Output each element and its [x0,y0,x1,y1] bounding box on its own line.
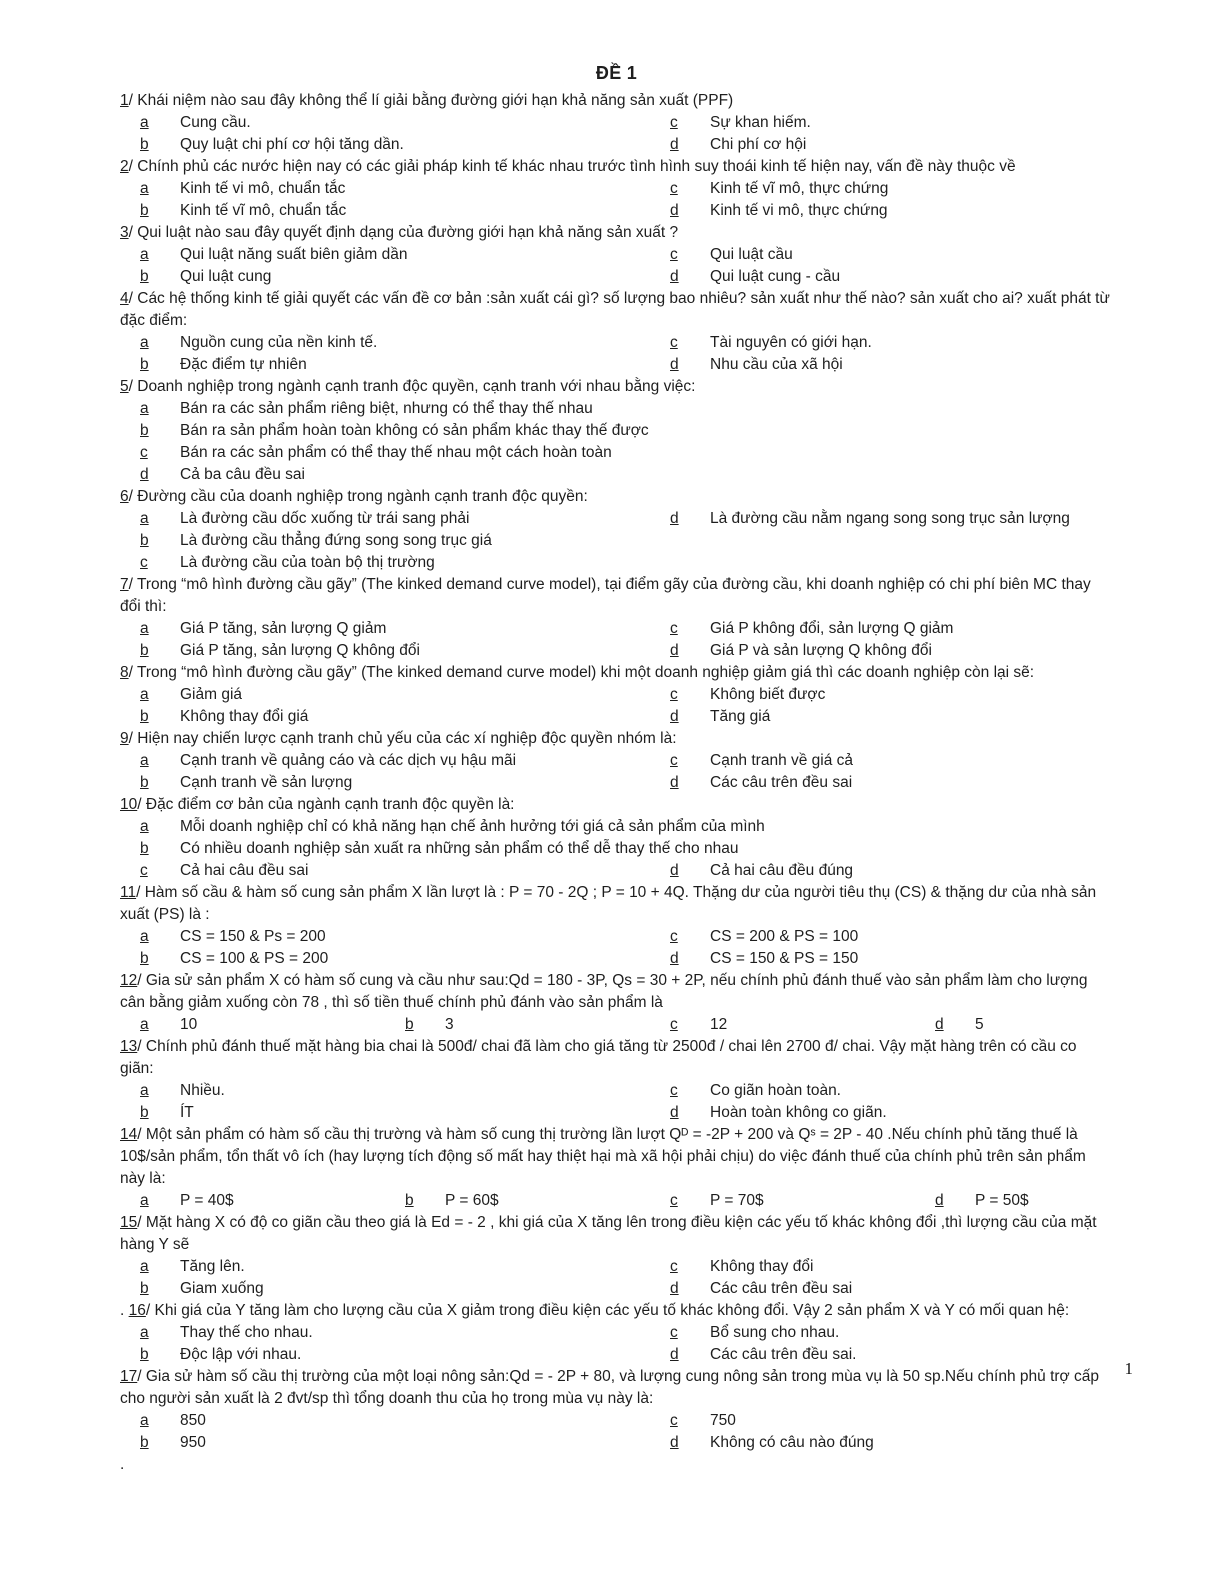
question-15-option-d [650,1278,1113,1300]
question-10 [120,794,1113,882]
option-letter: d [140,466,149,483]
option-letter: a [140,686,149,703]
option-letter: c [670,334,678,351]
option-letter: b [140,268,149,285]
option-text: Giá P tăng, sản lượng Q giảm [180,620,387,637]
option-letter: d [670,356,679,373]
question-11-option-a [120,926,650,948]
options [120,332,1113,376]
question-12-option-d [915,1014,1113,1036]
option-letter: b [140,1434,149,1451]
question-6-option-d [650,508,1113,530]
question-15 [120,1212,1113,1300]
option-letter: d [935,1192,944,1209]
option-letter: d [670,950,679,967]
option-text: P = 60$ [445,1192,499,1209]
option-text: CS = 200 & PS = 100 [710,928,859,945]
option-text: Không có câu nào đúng [710,1434,874,1451]
options [120,618,1113,662]
option-letter: a [140,928,149,945]
option-text: Cạnh tranh về giá cả [710,752,854,769]
question-text: 4/ Các hệ thống kinh tế giải quyết các vấn đề cơ bản :sản xuất cái gì? số lượng bao nhiêu? sản xuất như thế nào? sản xuất cho ai? xuất phát từ đặc điểm: [120,290,1110,329]
options [120,1080,1113,1124]
option-letter: d [670,510,679,527]
question-12-option-c [650,1014,915,1036]
question-1-option-d [650,134,1113,156]
option-text: 5 [975,1016,984,1033]
question-16-option-a [120,1322,650,1344]
option-text: 750 [710,1412,736,1429]
options [120,926,1113,970]
option-letter: c [670,686,678,703]
options [120,750,1113,794]
option-letter: c [140,554,148,571]
question-2-option-b [120,200,650,222]
question-7-option-d [650,640,1113,662]
question-number: 10/ [120,796,142,813]
question-number: 4/ [120,290,133,307]
option-text: Giá P tăng, sản lượng Q không đổi [180,642,420,659]
options [120,1014,1113,1036]
option-text: Giá P và sản lượng Q không đổi [710,642,932,659]
option-text: Bán ra các sản phẩm riêng biệt, nhưng có thể thay thế nhau [180,400,593,417]
option-letter: b [140,202,149,219]
option-text: Giảm giá [180,686,243,703]
option-letter: b [140,532,149,549]
question-3-option-b [120,266,650,288]
question-number: 3/ [120,224,133,241]
question-15-option-c [650,1256,1113,1278]
options-twocol [120,860,1113,882]
question-6-option-c [120,552,650,574]
question-5-option-d [120,464,1113,486]
option-text: Bán ra sản phẩm hoàn toàn không có sản phẩm khác thay thế được [180,422,649,439]
options [120,1410,1113,1454]
question-12-option-b [385,1014,650,1036]
option-letter: a [140,1016,149,1033]
question-number: 5/ [120,378,133,395]
option-text: 850 [180,1412,206,1429]
option-letter: c [670,1016,678,1033]
options [120,684,1113,728]
question-10-option-b [120,838,1113,860]
option-letter: b [405,1016,414,1033]
question-text: 1/ Khái niệm nào sau đây không thể lí giải bằng đường giới hạn khả năng sản xuất (PPF) [120,92,734,109]
option-letter: a [140,1258,149,1275]
option-text: Qui luật cầu [710,246,793,263]
option-letter: a [140,1082,149,1099]
question-text: 12/ Gia sử sản phẩm X có hàm số cung và cầu như sau:Qd = 180 - 3P, Qs = 30 + 2P, nếu chính phủ đánh thuế vào sản phẩm làm cho lượng cân bằng giảm xuống còn 78 , thì số tiền thuế chính phủ đánh vào sản phẩm là [120,972,1088,1011]
option-letter: c [670,1192,678,1209]
question-14-option-d [915,1190,1113,1212]
option-letter: a [140,1412,149,1429]
page-title: ĐỀ 1 [595,63,638,83]
question-10-option-a [120,816,1113,838]
question-17-option-a [120,1410,650,1432]
options [120,112,1113,156]
option-letter: b [140,840,149,857]
option-letter: d [935,1016,944,1033]
option-letter: b [140,422,149,439]
option-text: Kinh tế vĩ mô, chuẩn tắc [180,202,347,219]
question-14-option-c [650,1190,915,1212]
question-17-option-c [650,1410,1113,1432]
option-letter: d [670,268,679,285]
option-letter: c [670,180,678,197]
option-text: Nguồn cung của nền kinh tế. [180,334,378,351]
question-10-option-c [120,860,650,882]
option-letter: a [140,818,149,835]
question-number: 2/ [120,158,133,175]
question-text: 10/ Đặc điểm cơ bản của ngành cạnh tranh độc quyền là: [120,796,515,813]
question-5-option-a [120,398,1113,420]
question-4-option-c [650,332,1113,354]
question-text: 5/ Doanh nghiệp trong ngành cạnh tranh độc quyền, cạnh tranh với nhau bằng việc: [120,378,696,395]
option-text: Có nhiều doanh nghiệp sản xuất ra những sản phẩm có thể dễ thay thế cho nhau [180,840,739,857]
option-text: Thay thế cho nhau. [180,1324,313,1341]
question-8 [120,662,1113,728]
question-8-option-d [650,706,1113,728]
option-text: Bán ra các sản phẩm có thể thay thế nhau một cách hoàn toàn [180,444,612,461]
option-letter: b [140,1346,149,1363]
question-9-option-b [120,772,650,794]
question-16-option-d [650,1344,1113,1366]
option-letter: b [405,1192,414,1209]
option-letter: c [140,444,148,461]
question-7 [120,574,1113,662]
option-text: Qui luật cung [180,268,272,285]
question-11-option-b [120,948,650,970]
question-text: 13/ Chính phủ đánh thuế mặt hàng bia chai là 500đ/ chai đã làm cho giá tăng từ 2500đ / chai lên 2700 đ/ chai. Vậy mặt hàng trên có cầu co giãn: [120,1038,1077,1077]
option-letter: c [140,862,148,879]
question-number: 6/ [120,488,133,505]
option-text: Sự khan hiếm. [710,114,811,131]
question-5-option-c [120,442,1113,464]
question-17-option-d [650,1432,1113,1454]
option-text: P = 50$ [975,1192,1029,1209]
question-5-option-b [120,420,1113,442]
option-text: 3 [445,1016,454,1033]
question-number: 14/ [120,1126,142,1143]
option-letter: b [140,950,149,967]
question-8-option-a [120,684,650,706]
question-16-option-c [650,1322,1113,1344]
option-letter: d [670,1434,679,1451]
question-number: 17/ [120,1368,142,1385]
option-text: Kinh tế vi mô, thực chứng [710,202,888,219]
question-2 [120,156,1113,222]
question-16 [120,1300,1113,1366]
option-text: Cả hai câu đều đúng [710,862,854,879]
footer-dot: . [120,1456,125,1473]
option-letter: d [670,862,679,879]
option-text: 950 [180,1434,206,1451]
option-text: Cung cầu. [180,114,251,131]
question-text: 15/ Mặt hàng X có độ co giãn cầu theo giá là Ed = - 2 , khi giá của X tăng lên trong điều kiện các yếu tố khác không đổi ,thì lượng cầu của mặt hàng Y sẽ [120,1214,1097,1253]
option-text: Qui luật năng suất biên giảm dần [180,246,408,263]
options [120,398,1113,486]
question-text: 8/ Trong “mô hình đường cầu gãy” (The kinked demand curve model) khi một doanh nghiệp giảm giá thì các doanh nghiệp còn lại sẽ: [120,664,1035,681]
option-letter: c [670,114,678,131]
options [120,178,1113,222]
option-letter: a [140,400,149,417]
option-letter: b [140,136,149,153]
option-letter: d [670,202,679,219]
option-text: Co giãn hoàn toàn. [710,1082,841,1099]
option-letter: b [140,708,149,725]
option-text: Cả ba câu đều sai [180,466,305,483]
question-12 [120,970,1113,1036]
option-text: Cạnh tranh về quảng cáo và các dịch vụ hậu mãi [180,752,517,769]
question-12-option-a [120,1014,385,1036]
option-letter: c [670,752,678,769]
option-letter: a [140,334,149,351]
option-letter: b [140,642,149,659]
question-2-option-a [120,178,650,200]
option-letter: a [140,752,149,769]
option-text: Các câu trên đều sai [710,774,853,791]
question-text: 11/ Hàm số cầu & hàm số cung sản phẩm X lần lượt là : P = 70 - 2Q ; P = 10 + 4Q. Thặng dư của người tiêu thụ (CS) & thặng dư của nhà sản xuất (PS) là : [120,884,1097,923]
option-text: P = 40$ [180,1192,234,1209]
question-number: 13/ [120,1038,142,1055]
option-text: Kinh tế vĩ mô, thực chứng [710,180,889,197]
options [120,508,1113,574]
option-text: Giam xuống [180,1280,264,1297]
option-letter: c [670,1324,678,1341]
question-4 [120,288,1113,376]
question-11 [120,882,1113,970]
question-text: 9/ Hiện nay chiến lược cạnh tranh chủ yếu của các xí nghiệp độc quyền nhóm là: [120,730,677,747]
option-text: Qui luật cung - cầu [710,268,841,285]
question-16-option-b [120,1344,650,1366]
option-text: Cạnh tranh về sản lượng [180,774,353,791]
question-13-option-c [650,1080,1113,1102]
option-text: Giá P không đổi, sản lượng Q giảm [710,620,954,637]
question-4-option-a [120,332,650,354]
option-text: Các câu trên đều sai. [710,1346,857,1363]
question-15-option-b [120,1278,650,1300]
option-text: Bổ sung cho nhau. [710,1324,840,1341]
question-1-option-a [120,112,650,134]
option-text: Tăng giá [710,708,771,725]
option-letter: b [140,1280,149,1297]
option-text: Là đường cầu của toàn bộ thị trường [180,554,435,571]
option-text: P = 70$ [710,1192,764,1209]
option-letter: a [140,246,149,263]
option-letter: a [140,180,149,197]
option-letter: b [140,1104,149,1121]
question-14 [120,1124,1113,1212]
question-number: 9/ [120,730,133,747]
question-6-option-b [120,530,650,552]
option-text: Nhu cầu của xã hội [710,356,843,373]
question-number: 7/ [120,576,133,593]
option-text: 12 [710,1016,728,1033]
option-text: Không biết được [710,686,826,703]
question-text: 14/ Một sản phẩm có hàm số cầu thị trường và hàm số cung thị trường lần lượt Qᴰ = -2P + 200 và Qˢ = 2P - 40 .Nếu chính phủ tăng thuế là 10$/sản phẩm, tổn thất vô ích (hay lượng tích động số mất hay thiệt hại mà xã hội phải chịu) do việc đánh thuế của chính phủ trên sản phẩm này là: [120,1126,1086,1187]
question-17 [120,1366,1113,1454]
question-number: 12/ [120,972,142,989]
options [120,244,1113,288]
option-text: Tăng lên. [180,1258,245,1275]
option-letter: c [670,1082,678,1099]
option-letter: c [670,1258,678,1275]
questions-container [120,90,1113,1454]
option-letter: a [140,1324,149,1341]
question-text: 2/ Chính phủ các nước hiện nay có các giải pháp kinh tế khác nhau trước tình hình suy thoái kinh tế hiện nay, vấn đề này thuộc về [120,158,1016,175]
option-letter: d [670,136,679,153]
option-text: 10 [180,1016,198,1033]
option-letter: c [670,1412,678,1429]
option-letter: d [670,642,679,659]
page-number: 1 [1124,1359,1133,1378]
question-text: 3/ Qui luật nào sau đây quyết định dạng của đường giới hạn khả năng sản xuất ? [120,224,679,241]
option-letter: d [670,708,679,725]
question-text: . 16/ Khi giá của Y tăng làm cho lượng cầu của X giảm trong điều kiện các yếu tố khác không đổi. Vậy 2 sản phẩm X và Y có mối quan hệ: [120,1302,1070,1319]
question-3-option-d [650,266,1113,288]
options-right-column [650,508,1113,574]
question-13-option-b [120,1102,650,1124]
option-text: Là đường cầu dốc xuống từ trái sang phải [180,510,470,527]
option-letter: d [670,774,679,791]
option-letter: a [140,1192,149,1209]
question-4-option-b [120,354,650,376]
option-letter: a [140,510,149,527]
option-text: Nhiều. [180,1082,225,1099]
option-text: CS = 100 & PS = 200 [180,950,329,967]
question-text: 17/ Gia sử hàm số cầu thị trường của một loại nông sản:Qd = - 2P + 80, và lượng cung nông sản trong mùa vụ là 50 sp.Nếu chính phủ trợ cấp cho người sản xuất là 2 đvt/sp thì tổng doanh thu của họ trong mùa vụ này là: [120,1368,1099,1407]
question-14-option-b [385,1190,650,1212]
option-text: Đặc điểm tự nhiên [180,356,307,373]
option-text: Mỗi doanh nghiệp chỉ có khả năng hạn chế ảnh hưởng tới giá cả sản phẩm của mình [180,818,765,835]
options [120,1322,1113,1366]
option-text: Là đường cầu thẳng đứng song song trục giá [180,532,492,549]
question-9-option-c [650,750,1113,772]
question-text: 6/ Đường cầu của doanh nghiệp trong ngành cạnh tranh độc quyền: [120,488,588,505]
question-1-option-b [120,134,650,156]
question-1-option-c [650,112,1113,134]
options-left-column [120,508,650,574]
option-text: Hoàn toàn không co giãn. [710,1104,887,1121]
question-5 [120,376,1113,486]
option-letter: c [670,620,678,637]
question-11-option-d [650,948,1113,970]
option-text: Quy luật chi phí cơ hội tăng dần. [180,136,404,153]
option-text: Cả hai câu đều sai [180,862,309,879]
option-letter: b [140,774,149,791]
question-number: 15/ [120,1214,142,1231]
question-9 [120,728,1113,794]
question-9-option-d [650,772,1113,794]
question-2-option-c [650,178,1113,200]
option-text: Tài nguyên có giới hạn. [710,334,872,351]
option-text: Độc lập với nhau. [180,1346,302,1363]
option-text: Các câu trên đều sai [710,1280,853,1297]
option-letter: a [140,114,149,131]
question-7-option-b [120,640,650,662]
options [120,1190,1113,1212]
question-number: 11/ [120,884,141,901]
question-3-option-c [650,244,1113,266]
question-text: 7/ Trong “mô hình đường cầu gãy” (The kinked demand curve model), tại điểm gãy của đường cầu, khi doanh nghiệp có chi phí biên MC thay đổi thì: [120,576,1091,615]
option-text: CS = 150 & PS = 150 [710,950,859,967]
option-letter: a [140,620,149,637]
option-text: Là đường cầu nằm ngang song song trục sản lượng [710,510,1070,527]
question-8-option-b [120,706,650,728]
option-letter: d [670,1280,679,1297]
question-13-option-a [120,1080,650,1102]
option-letter: c [670,928,678,945]
option-letter: b [140,356,149,373]
question-10-option-d [650,860,1113,882]
question-4-option-d [650,354,1113,376]
question-3-option-a [120,244,650,266]
question-15-option-a [120,1256,650,1278]
options [120,1256,1113,1300]
option-text: Chi phí cơ hội [710,136,807,153]
question-2-option-d [650,200,1113,222]
question-number: 1/ [120,92,133,109]
question-7-option-c [650,618,1113,640]
option-text: Không thay đổi [710,1258,814,1275]
question-14-option-a [120,1190,385,1212]
question-9-option-a [120,750,650,772]
question-11-option-c [650,926,1113,948]
question-number: 16/ [128,1302,151,1319]
question-6-option-a [120,508,650,530]
options-fullwidth [120,816,1113,860]
option-text: Kinh tế vi mô, chuẩn tắc [180,180,346,197]
question-7-option-a [120,618,650,640]
question-13-option-d [650,1102,1113,1124]
question-8-option-c [650,684,1113,706]
question-1 [120,90,1113,156]
question-6 [120,486,1113,574]
option-letter: d [670,1104,679,1121]
option-text: ÍT [180,1104,194,1121]
question-number: 8/ [120,664,133,681]
question-3 [120,222,1113,288]
option-text: CS = 150 & Ps = 200 [180,928,326,945]
option-letter: d [670,1346,679,1363]
question-13 [120,1036,1113,1124]
question-17-option-b [120,1432,650,1454]
option-letter: c [670,246,678,263]
option-text: Không thay đổi giá [180,708,309,725]
